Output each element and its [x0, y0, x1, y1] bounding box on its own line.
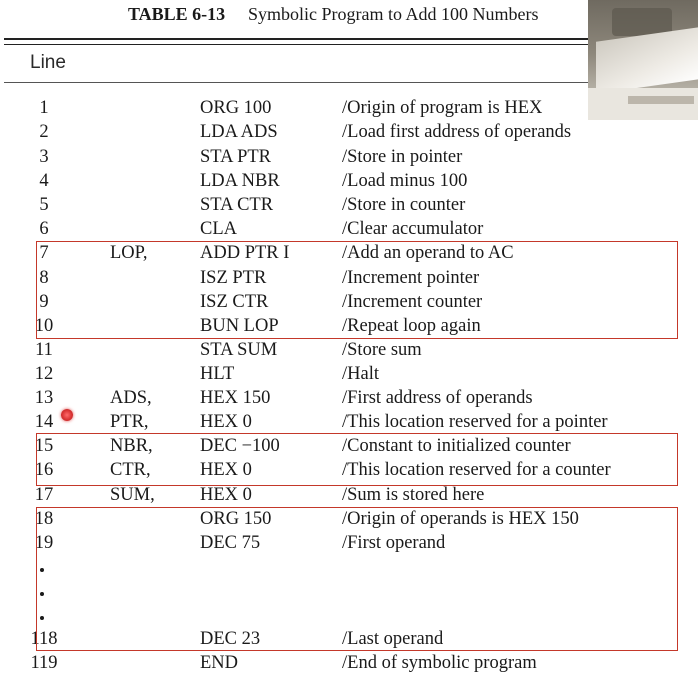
line-number: 15	[34, 436, 54, 456]
line-instruction: HEX 0	[200, 460, 252, 480]
line-instruction: CLA	[200, 219, 237, 239]
line-instruction: HEX 150	[200, 388, 271, 408]
line-instruction: DEC 75	[200, 533, 261, 553]
line-comment: /Halt	[342, 364, 379, 384]
table-row	[0, 364, 698, 388]
line-number: 16	[34, 460, 54, 480]
line-comment: /Last operand	[342, 629, 444, 649]
line-comment: /This location reserved for a counter	[342, 460, 611, 480]
line-instruction: STA CTR	[200, 195, 274, 215]
column-header-line: Line	[30, 52, 66, 73]
line-comment: /First operand	[342, 533, 446, 553]
line-comment: /Sum is stored here	[342, 485, 485, 505]
highlight-box-counter	[36, 433, 678, 486]
table-row	[0, 98, 698, 122]
line-comment: /End of symbolic program	[342, 653, 537, 673]
table-number: TABLE 6-13	[128, 4, 226, 24]
line-number: 4	[39, 171, 49, 191]
line-number: 9	[39, 292, 49, 312]
line-comment: /Increment counter	[342, 292, 483, 312]
table-row	[0, 219, 698, 243]
line-number: 6	[39, 219, 49, 239]
line-number: 5	[39, 195, 49, 215]
line-number: 2	[39, 122, 49, 142]
line-instruction: HLT	[200, 364, 235, 384]
line-comment: /Repeat loop again	[342, 316, 481, 336]
table-row	[0, 485, 698, 509]
line-instruction: ADD PTR I	[200, 243, 290, 263]
line-comment: /Store in pointer	[342, 147, 463, 167]
line-comment: /Load minus 100	[342, 171, 468, 191]
line-number: 12	[34, 364, 54, 384]
line-number: 10	[34, 316, 54, 336]
line-label: PTR,	[110, 412, 149, 432]
table-row	[0, 122, 698, 146]
line-instruction: BUN LOP	[200, 316, 279, 336]
line-comment: /Load first address of operands	[342, 122, 572, 142]
line-instruction: DEC 23	[200, 629, 261, 649]
highlight-box-loop	[36, 241, 678, 339]
table-row	[0, 340, 698, 364]
line-comment: /This location reserved for a pointer	[342, 412, 608, 432]
line-label: CTR,	[110, 460, 151, 480]
line-label: NBR,	[110, 436, 153, 456]
line-comment: /Add an operand to AC	[342, 243, 514, 263]
table-row	[0, 195, 698, 219]
line-number: 19	[34, 533, 54, 553]
line-number: 8	[39, 268, 49, 288]
line-instruction: STA SUM	[200, 340, 278, 360]
line-comment: /Store in counter	[342, 195, 466, 215]
line-number: 7	[39, 243, 49, 263]
line-label: LOP,	[110, 243, 148, 263]
table-row	[0, 147, 698, 171]
line-comment: /Origin of operands is HEX 150	[342, 509, 579, 529]
line-comment: /Constant to initialized counter	[342, 436, 571, 456]
line-instruction: ISZ PTR	[200, 268, 267, 288]
line-number: 11	[35, 340, 53, 360]
line-comment: /Store sum	[342, 340, 422, 360]
line-comment: /Clear accumulator	[342, 219, 484, 239]
line-number: 3	[39, 147, 49, 167]
table-row	[0, 653, 698, 677]
line-instruction: DEC −100	[200, 436, 280, 456]
line-number: 13	[34, 388, 54, 408]
line-label: ADS,	[110, 388, 152, 408]
line-instruction: ORG 100	[200, 98, 272, 118]
table-row	[0, 388, 698, 412]
line-instruction: STA PTR	[200, 147, 272, 167]
line-instruction: LDA NBR	[200, 171, 280, 191]
line-instruction: HEX 0	[200, 485, 252, 505]
line-comment: /First address of operands	[342, 388, 533, 408]
line-instruction: END	[200, 653, 239, 673]
line-instruction: ORG 150	[200, 509, 272, 529]
table-row	[0, 171, 698, 195]
line-number: 14	[34, 412, 54, 432]
line-instruction: HEX 0	[200, 412, 252, 432]
line-number: 17	[34, 485, 54, 505]
line-instruction: ISZ CTR	[200, 292, 269, 312]
table-title: Symbolic Program to Add 100 Numbers	[248, 4, 539, 24]
line-number: 18	[34, 509, 54, 529]
highlight-box-operands	[36, 507, 678, 651]
line-instruction: LDA ADS	[200, 122, 278, 142]
line-number: 1	[39, 98, 49, 118]
line-number: 119	[30, 653, 58, 673]
line-comment: /Origin of program is HEX	[342, 98, 543, 118]
line-comment: /Increment pointer	[342, 268, 480, 288]
cursor-marker	[61, 409, 73, 421]
line-number: 118	[30, 629, 58, 649]
line-label: SUM,	[110, 485, 155, 505]
